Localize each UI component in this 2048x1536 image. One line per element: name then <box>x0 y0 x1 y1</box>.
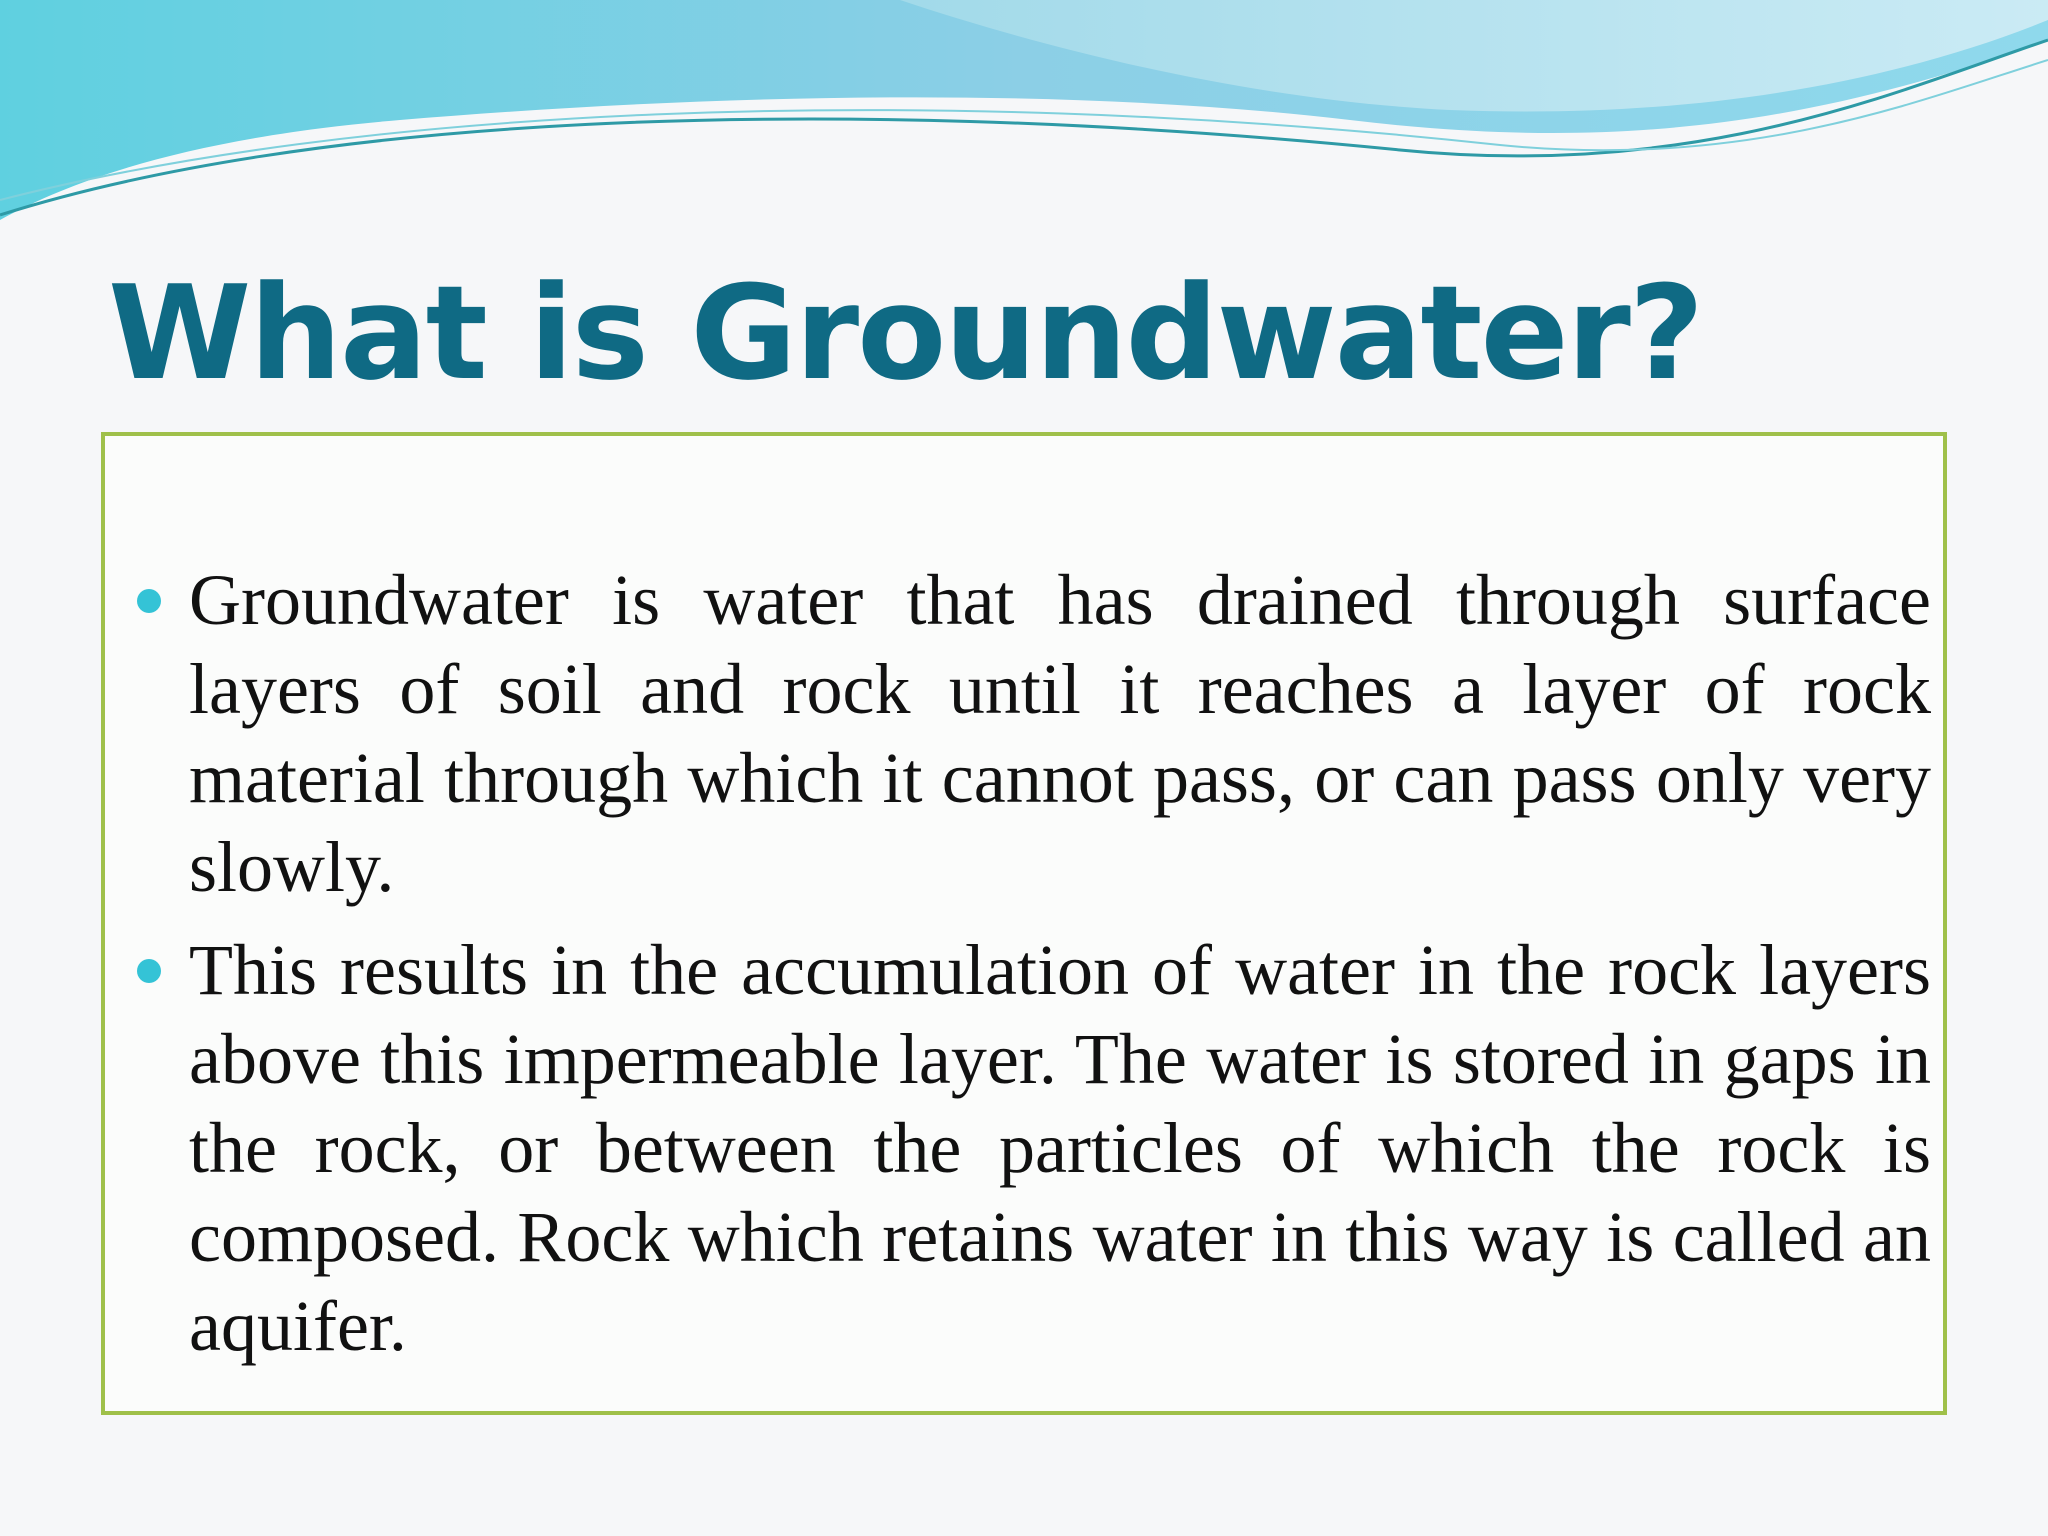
list-item <box>189 926 1931 1371</box>
list-item <box>189 556 1931 912</box>
slide-title: What is Groundwater? <box>108 257 1703 409</box>
bullet-text: This results in the accumulation of water in the rock layers above this impermeable layer. The water is stored in gaps in the rock, or between the particles of which the rock is composed. Rock which retains water in this way is called an aquifer. <box>189 930 1931 1366</box>
bullet-list <box>189 556 1931 1385</box>
bullet-icon <box>137 959 161 983</box>
content-box <box>101 432 1947 1415</box>
header-wave-decoration <box>0 0 2048 240</box>
bullet-icon <box>137 589 161 613</box>
bullet-text: Groundwater is water that has drained through surface layers of soil and rock until it reaches a layer of rock material through which it cannot pass, or can pass only very slowly. <box>189 560 1931 907</box>
